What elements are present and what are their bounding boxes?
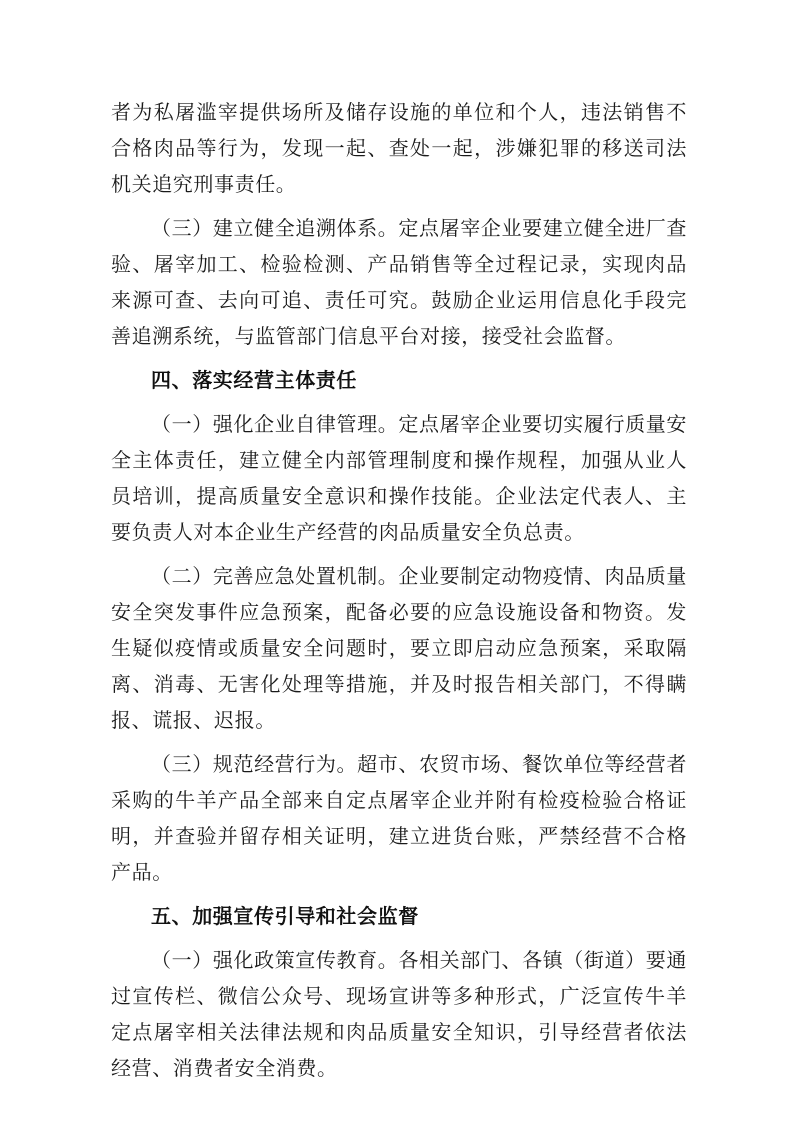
paragraph-gap [111,202,687,210]
paragraph-gap [111,398,687,406]
paragraph-gap [111,890,687,898]
paragraph-gap [111,738,687,746]
paragraph-gap [111,934,687,942]
paragraph-business-conduct: （三）规范经营行为。超市、农贸市场、餐饮单位等经营者采购的牛羊产品全部来自定点屠宰企业并附有检疫检验合格证明，并查验并留存相关证明，建立进货台账，严禁经营不合格产品。 [111,752,687,884]
paragraph-self-management: （一）强化企业自律管理。定点屠宰企业要切实履行质量安全主体责任，建立健全内部管理制度和操作规程，加强从业人员培训，提高质量安全意识和操作技能。企业法定代表人、主要负责人对本企业生产经营的肉品质量安全负总责。 [111,412,687,544]
paragraph-emergency: （二）完善应急处置机制。企业要制定动物疫情、肉品质量安全突发事件应急预案，配备必要的应急设施设备和物资。发生疑似疫情或质量安全问题时，要立即启动应急预案，采取隔离、消毒、无害化处理等措施，并及时报告相关部门，不得瞒报、谎报、迟报。 [111,564,687,732]
paragraph-gap [111,550,687,558]
paragraph-continuation: 者为私屠滥宰提供场所及储存设施的单位和个人，违法销售不合格肉品等行为，发现一起、查处一起，涉嫌犯罪的移送司法机关追究刑事责任。 [111,100,687,196]
section-heading-5: 五、加强宣传引导和社会监督 [151,904,419,928]
section-heading-4: 四、落实经营主体责任 [151,368,357,392]
paragraph-gap [111,354,687,362]
paragraph-traceability: （三）建立健全追溯体系。定点屠宰企业要建立健全进厂查验、屠宰加工、检验检测、产品销售等全过程记录，实现肉品来源可查、去向可追、责任可究。鼓励企业运用信息化手段完善追溯系统，与监管部门信息平台对接，接受社会监督。 [111,216,687,348]
paragraph-publicity: （一）强化政策宣传教育。各相关部门、各镇（街道）要通过宣传栏、微信公众号、现场宣讲等多种形式，广泛宣传牛羊定点屠宰相关法律法规和肉品质量安全知识，引导经营者依法经营、消费者安全消费。 [111,948,687,1080]
document-body [111,94,687,1086]
